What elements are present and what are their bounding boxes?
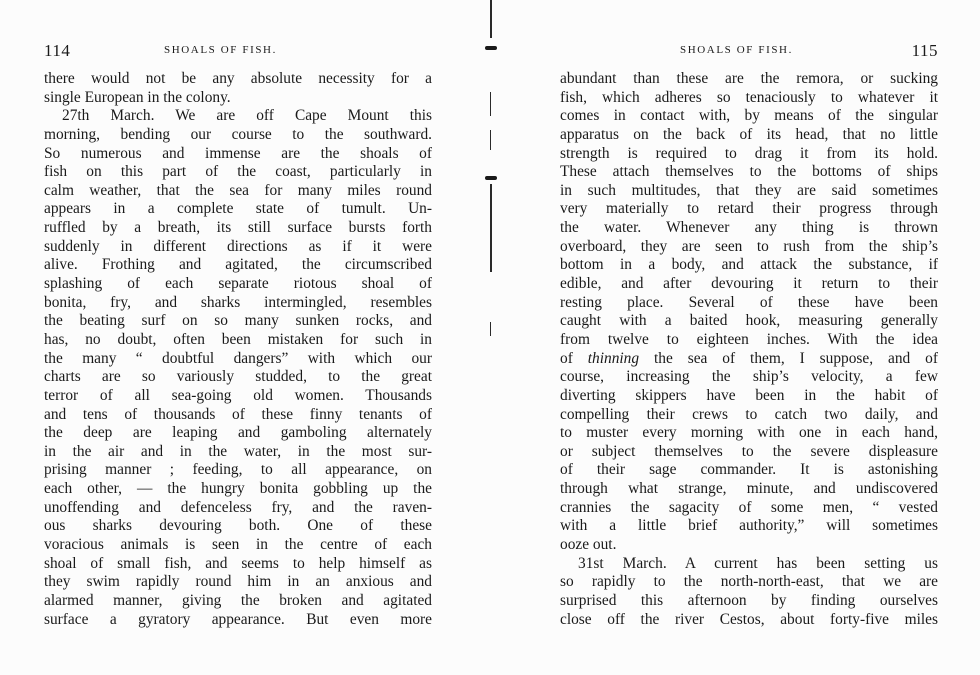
running-head: SHOALS OF FISH.	[164, 44, 277, 56]
text-line: or subject themselves to the severe displeasure	[560, 442, 938, 460]
right-page-header	[560, 41, 938, 61]
text-line: abundant than these are the remora, or sucking	[560, 70, 938, 87]
text-line: the beating surf on so many sunken rocks, and	[44, 312, 432, 330]
text-line: in the air and in the water, in the most sur-	[44, 442, 432, 460]
text-line: to muster every morning with one in each hand,	[560, 424, 938, 442]
text-line: diverting skippers have been in the habit of	[560, 386, 938, 404]
text-line: course, increasing the ship’s velocity, a few	[560, 368, 938, 386]
text-line: surprised this afternoon by finding ourselves	[560, 591, 938, 609]
text-fragment: of	[560, 349, 588, 367]
page-number: 115	[911, 41, 938, 60]
text-line: with a little brief authority,” will sometimes	[560, 517, 938, 535]
italic-word: thinning	[587, 349, 640, 367]
text-line: so rapidly to the north-north-east, that we are	[560, 573, 938, 591]
book-gutter	[484, 0, 498, 675]
right-page-body	[560, 70, 938, 629]
text-line: the many “ doubtful dangers” with which our	[44, 349, 432, 367]
text-line: there would not be any absolute necessity for a	[44, 70, 432, 87]
text-line: they swim rapidly round him in an anxious and	[44, 573, 432, 591]
text-line: caught with a baited hook, measuring generally	[560, 312, 938, 330]
text-line: surface a gyratory appearance. But even more	[44, 610, 432, 628]
gutter-line	[490, 130, 491, 150]
text-line: single European in the colony.	[44, 88, 231, 106]
text-line: strength is required to drag it from its hold.	[560, 144, 938, 162]
left-page-header	[44, 41, 432, 61]
page-number: 114	[44, 41, 71, 60]
gutter-line	[490, 322, 491, 336]
text-line: very materially to retard their progress through	[560, 200, 938, 218]
text-line: close off the river Cestos, about forty-five miles	[560, 610, 938, 628]
text-line: overboard, they are seen to rush from the ship’s	[560, 237, 938, 255]
text-line: ous sharks devouring both. One of these	[44, 517, 432, 535]
text-line: bottom in a body, and attack the substance, if	[560, 256, 938, 274]
text-line: calm weather, that the sea for many miles round	[44, 181, 432, 199]
text-line: suddenly in different directions as if it were	[44, 237, 432, 255]
text-line: and tens of thousands of these finny tenants of	[44, 405, 432, 423]
text-line: appears in a complete state of tumult. Un-	[44, 200, 432, 218]
text-line: resting place. Several of these have been	[560, 293, 938, 311]
text-line: has, no doubt, often been mistaken for such in	[44, 330, 432, 348]
gutter-mark	[485, 176, 497, 180]
text-line: alive. Frothing and agitated, the circumscribed	[44, 256, 432, 274]
text-line: terror of all sea-going old women. Thousands	[44, 386, 432, 404]
text-line: These attach themselves to the bottoms of ships	[560, 163, 938, 181]
text-line: the deep are leaping and gamboling alternately	[44, 424, 432, 442]
gutter-line	[490, 0, 492, 38]
text-line: morning, bending our course to the southward.	[44, 125, 432, 143]
text-line: splashing of each separate riotous shoal of	[44, 275, 432, 293]
text-line: prising manner ; feeding, to all appearance, on	[44, 461, 432, 479]
gutter-line	[490, 184, 492, 272]
text-line: comes in contact with, by means of the singular	[560, 107, 938, 125]
gutter-line	[490, 92, 491, 116]
running-head: SHOALS OF FISH.	[680, 44, 793, 56]
right-page	[560, 0, 938, 675]
text-line: ooze out.	[560, 536, 617, 554]
text-line-with-italic	[560, 350, 938, 369]
text-line: of their sage commander. It is astonishing	[560, 461, 938, 479]
left-page	[44, 0, 432, 675]
text-line: bonita, fry, and sharks intermingled, resembles	[44, 293, 432, 311]
text-line: each other, — the hungry bonita gobbling up the	[44, 480, 432, 498]
text-line: fish on this part of the coast, particularly in	[44, 163, 432, 181]
text-line: compelling their crews to catch two daily, and	[560, 405, 938, 423]
text-line: unoffending and defenceless fry, and the raven-	[44, 498, 432, 516]
text-line: voracious animals is seen in the centre of each	[44, 536, 432, 554]
text-line: ruffled by a breath, its still surface bursts forth	[44, 219, 432, 237]
text-line: So numerous and immense are the shoals of	[44, 144, 432, 162]
text-line: in such multitudes, that they are said sometimes	[560, 181, 938, 199]
text-fragment: the sea of them, I suppose, and of	[639, 349, 938, 367]
text-line: 31st March. A current has been setting us	[578, 554, 938, 572]
text-line: charts are so variously studded, to the great	[44, 368, 432, 386]
text-line: through what strange, minute, and undiscovered	[560, 480, 938, 498]
text-line: edible, and after devouring it return to their	[560, 275, 938, 293]
text-line: alarmed manner, giving the broken and agitated	[44, 591, 432, 609]
left-page-body	[44, 70, 432, 629]
text-line: from twelve to eighteen inches. With the idea	[560, 330, 938, 348]
text-line: fish, which adheres so tenaciously to whatever it	[560, 88, 938, 106]
text-line: 27th March. We are off Cape Mount this	[62, 107, 432, 125]
text-line: shoal of small fish, and seems to help himself as	[44, 554, 432, 572]
text-line: apparatus on the back of its head, that no little	[560, 125, 938, 143]
gutter-mark	[485, 46, 497, 50]
text-line: crannies the sagacity of some men, “ vested	[560, 498, 938, 516]
text-line: the water. Whenever any thing is thrown	[560, 219, 938, 237]
